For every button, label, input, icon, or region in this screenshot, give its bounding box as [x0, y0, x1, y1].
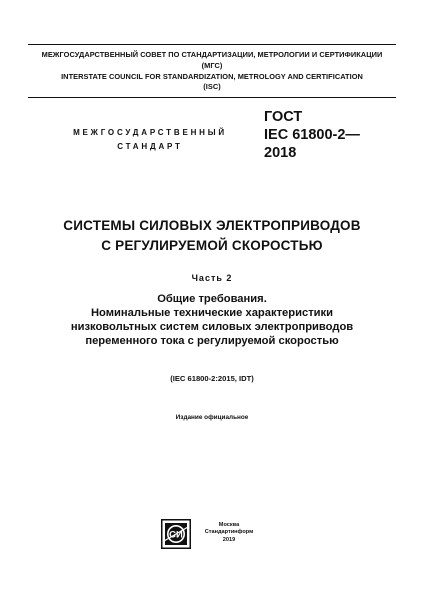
designation-line2: IEC 61800-2— [264, 127, 360, 143]
document-subtitle [28, 292, 396, 348]
standartinform-logo-icon [161, 519, 191, 549]
subtitle-line2: Номинальные технические характеристики [90, 307, 334, 319]
publisher-name: Стандартинформ [204, 529, 254, 536]
part-number: Часть 2 [191, 273, 233, 283]
document-title [28, 216, 396, 255]
council-ru-line1: МЕЖГОСУДАРСТВЕННЫЙ СОВЕТ ПО СТАНДАРТИЗАЦИИ, МЕТРОЛОГИИ И СЕРТИФИКАЦИИ [41, 50, 383, 59]
council-header [28, 50, 396, 93]
designation-line3: 2018 [264, 145, 297, 161]
designation-line1: ГОСТ [264, 109, 303, 125]
council-en-line1: INTERSTATE COUNCIL FOR STANDARDIZATION, METROLOGY AND CERTIFICATION [61, 71, 363, 81]
standard-designation [264, 108, 360, 162]
subtitle-line3: низковольтных систем силовых электроприводов [70, 321, 354, 333]
header-rule [28, 97, 396, 98]
top-rule [28, 44, 396, 45]
council-ru-line2: (МГС) [201, 60, 223, 70]
subtitle-line4: переменного тока с регулируемой скоростью [85, 335, 339, 347]
standard-type-line1: МЕЖГОСУДАРСТВЕННЫЙ [73, 128, 227, 137]
edition-note: Издание официальное [175, 414, 249, 421]
title-line1: СИСТЕМЫ СИЛОВЫХ ЭЛЕКТРОПРИВОДОВ [63, 218, 361, 233]
title-line2: С РЕГУЛИРУЕМОЙ СКОРОСТЬЮ [101, 237, 323, 253]
standard-type-line2: СТАНДАРТ [117, 142, 183, 151]
publisher-city: Москва [218, 522, 240, 528]
publisher-year: 2019 [222, 536, 236, 543]
council-en-line2: (ISC) [203, 82, 221, 92]
subtitle-line1: Общие требования. [157, 293, 267, 305]
standard-type-label [60, 126, 240, 154]
iec-reference: (IEC 61800-2:2015, IDT) [170, 374, 254, 383]
logo-text: СИ [169, 529, 183, 541]
publisher-block [198, 522, 260, 544]
